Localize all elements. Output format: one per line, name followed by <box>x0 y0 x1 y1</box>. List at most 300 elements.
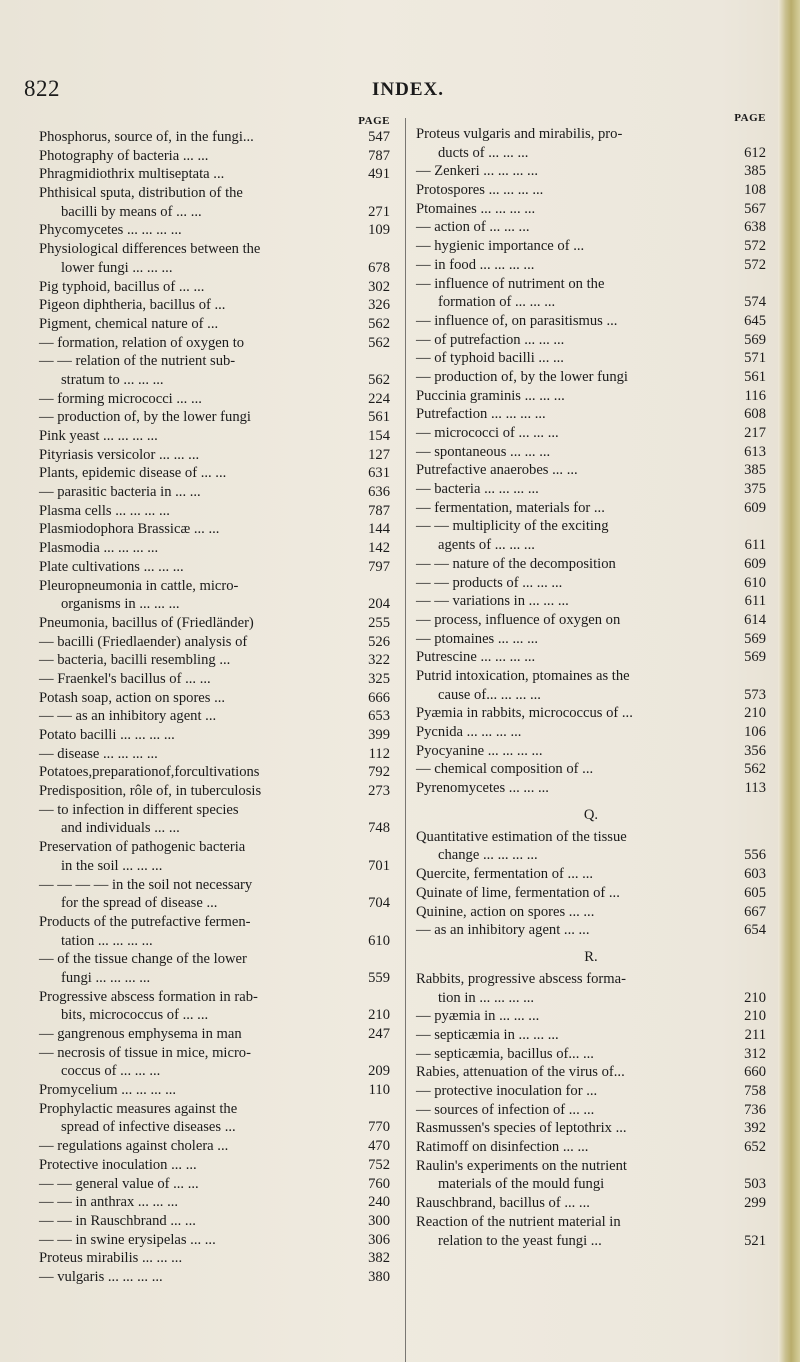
index-entry-text: Rabbits, progressive abscess forma- <box>416 970 626 987</box>
index-entry <box>416 742 766 761</box>
index-entry-text: Pneumonia, bacillus of (Friedländer) <box>39 614 254 631</box>
index-entry-page: 748 <box>368 820 390 837</box>
index-entry <box>39 1044 390 1063</box>
index-entry <box>39 558 390 577</box>
index-entry-page: 325 <box>368 670 390 687</box>
index-entry-page: 144 <box>368 521 390 538</box>
index-entry <box>39 520 390 539</box>
index-entry <box>39 427 390 446</box>
page-column-label: PAGE <box>358 115 390 127</box>
index-entry-page: 547 <box>368 129 390 145</box>
index-entry-text: Putrescine ... ... ... ... <box>416 649 536 666</box>
index-entry-page: 106 <box>744 724 766 740</box>
index-entry-page: 356 <box>744 742 766 759</box>
index-entry-page: 503 <box>744 1176 766 1193</box>
index-entry-text: — hygienic importance of ... <box>416 238 585 255</box>
index-entry <box>39 259 390 278</box>
page-number: 822 <box>24 76 60 101</box>
index-entry-page: 312 <box>744 1045 766 1062</box>
index-entry <box>416 162 766 181</box>
index-entry-page: 204 <box>368 596 390 613</box>
index-entry-text: cause of... ... ... ... <box>438 686 541 703</box>
index-entry <box>416 349 766 368</box>
index-entry <box>39 1156 390 1175</box>
index-entry-page: 562 <box>368 371 390 388</box>
index-entry <box>39 1249 390 1268</box>
index-entry-text: Prophylactic measures against the <box>39 1100 238 1117</box>
index-entry <box>39 128 390 147</box>
index-entry-text: — as an inhibitory agent ... ... <box>416 922 590 939</box>
section-heading-r: R. <box>584 948 598 965</box>
index-entry <box>416 368 766 387</box>
index-entry <box>416 499 766 518</box>
index-entry <box>416 555 766 574</box>
index-entry-text: Pyæmia in rabbits, micrococcus of ... <box>416 705 633 722</box>
index-entry-text: formation of ... ... ... <box>438 294 556 311</box>
index-entry <box>39 1231 390 1250</box>
index-entry-page: 385 <box>744 462 766 479</box>
index-entry-text: — in food ... ... ... ... <box>416 256 535 273</box>
index-entry-page: 521 <box>744 1232 766 1249</box>
index-entry <box>416 1007 766 1026</box>
index-entries-right <box>416 125 766 798</box>
index-entry-text: — chemical composition of ... <box>416 761 594 778</box>
index-entry-text: — spontaneous ... ... ... <box>416 443 551 460</box>
index-entry <box>416 144 766 163</box>
index-entry-text: — Fraenkel's bacillus of ... ... <box>39 670 211 687</box>
index-entry-text: — — in swine erysipelas ... ... <box>39 1231 216 1248</box>
index-entry-text: tion in ... ... ... ... <box>438 989 535 1006</box>
index-entry-page: 375 <box>744 481 766 498</box>
index-entry-text: coccus of ... ... ... <box>61 1063 161 1080</box>
index-entry-text: Plasma cells ... ... ... ... <box>39 502 170 519</box>
index-entry-text: spread of infective diseases ... <box>61 1119 236 1136</box>
index-entry <box>416 125 766 144</box>
index-entry-text: Rasmussen's species of leptothrix ... <box>416 1120 627 1137</box>
index-entry <box>39 707 390 726</box>
index-entry <box>416 1119 766 1138</box>
index-entry <box>416 200 766 219</box>
index-entry-text: Plate cultivations ... ... ... <box>39 558 184 575</box>
index-entry <box>416 970 766 989</box>
index-entry-text: — — relation of the nutrient sub- <box>39 353 236 370</box>
index-entry-page: 611 <box>744 593 766 610</box>
index-entry <box>39 1062 390 1081</box>
index-entry <box>416 574 766 593</box>
index-entry-text: Putrefactive anaerobes ... ... <box>416 462 578 479</box>
index-entry-text: — — multiplicity of the exciting <box>416 518 609 535</box>
index-entry <box>416 1232 766 1251</box>
index-entry <box>39 988 390 1007</box>
index-entry-page: 660 <box>744 1064 766 1081</box>
index-column-left <box>39 114 390 1287</box>
index-entry-page: 654 <box>744 922 766 939</box>
index-entry-text: Rabies, attenuation of the virus of... <box>416 1064 625 1081</box>
index-entry-text: Rauschbrand, bacillus of ... ... <box>416 1195 590 1212</box>
index-entry-page: 127 <box>368 446 390 463</box>
index-entry-page: 571 <box>744 350 766 367</box>
index-entry-text: Ratimoff on disinfection ... ... <box>416 1139 589 1156</box>
index-entry <box>416 237 766 256</box>
index-entry-text: — forming micrococci ... ... <box>39 390 202 407</box>
index-entry <box>39 464 390 483</box>
index-entry <box>39 446 390 465</box>
index-entries-left <box>39 128 390 1287</box>
index-entry-text: — septicæmia in ... ... ... <box>416 1026 559 1043</box>
index-entry <box>416 1157 766 1176</box>
index-entry-page: 667 <box>744 903 766 920</box>
index-entry <box>39 1268 390 1287</box>
index-entry <box>416 1194 766 1213</box>
index-entry-text: — — — — in the soil not necessary <box>39 876 253 893</box>
index-entry <box>416 611 766 630</box>
index-entry <box>39 334 390 353</box>
index-entry <box>416 667 766 686</box>
index-entry <box>39 296 390 315</box>
index-entry-page: 603 <box>744 866 766 883</box>
index-entry <box>416 1082 766 1101</box>
index-entry <box>39 577 390 596</box>
page-header <box>0 76 800 106</box>
index-entry <box>416 256 766 275</box>
index-entry-text: Pycnida ... ... ... ... <box>416 724 522 740</box>
index-entry-text: Quinine, action on spores ... ... <box>416 903 595 920</box>
index-entry <box>39 147 390 166</box>
index-entry <box>39 932 390 951</box>
index-entry-page: 209 <box>368 1063 390 1080</box>
page-edge-shadow <box>778 0 800 1362</box>
index-entry-text: Proteus vulgaris and mirabilis, pro- <box>416 126 623 142</box>
index-entry-page: 271 <box>368 203 390 220</box>
index-entry <box>416 312 766 331</box>
index-entry-text: — — general value of ... ... <box>39 1175 199 1192</box>
index-entry-text: Pig typhoid, bacillus of ... ... <box>39 278 205 295</box>
index-entry-page: 562 <box>368 334 390 351</box>
index-entry <box>39 352 390 371</box>
index-entry <box>416 1026 766 1045</box>
index-entry <box>39 315 390 334</box>
index-entry-text: materials of the mould fungi <box>438 1176 605 1193</box>
index-entry <box>416 592 766 611</box>
index-entry <box>39 165 390 184</box>
index-entry <box>39 745 390 764</box>
index-entry-page: 380 <box>368 1268 390 1285</box>
index-entry <box>416 884 766 903</box>
index-entry-page: 572 <box>744 238 766 255</box>
index-entry-text: Putrefaction ... ... ... ... <box>416 406 546 423</box>
index-entry-page: 224 <box>368 390 390 407</box>
index-entry-page: 326 <box>368 297 390 314</box>
index-entry <box>39 371 390 390</box>
index-entry-text: — of the tissue change of the lower <box>39 951 247 968</box>
index-entry-page: 300 <box>368 1212 390 1229</box>
index-entry-text: — ptomaines ... ... ... <box>416 630 539 647</box>
index-entry-text: — micrococci of ... ... ... <box>416 425 559 441</box>
index-entry-text: — process, influence of oxygen on <box>416 611 621 628</box>
index-entry-text: Photography of bacteria ... ... <box>39 147 209 164</box>
index-entry-text: — bacilli (Friedlaender) analysis of <box>39 633 248 650</box>
index-entry-text: — to infection in different species <box>39 801 239 818</box>
index-entry <box>416 760 766 779</box>
index-entry-page: 610 <box>368 932 390 949</box>
index-entry-page: 787 <box>368 502 390 519</box>
index-entry-text: — fermentation, materials for ... <box>416 499 605 516</box>
index-entry-text: — of typhoid bacilli ... ... <box>416 350 564 367</box>
index-entry <box>39 390 390 409</box>
index-entries-r <box>416 970 766 1250</box>
index-entry <box>39 838 390 857</box>
index-entry-text: — — nature of the decomposition <box>416 555 616 572</box>
index-entry-page: 569 <box>744 649 766 666</box>
index-entry-text: — gangrenous emphysema in man <box>39 1026 242 1042</box>
index-entries-q <box>416 828 766 940</box>
index-entry-text: Phragmidiothrix multiseptata ... <box>39 166 225 183</box>
index-entry-text: — production of, by the lower fungi <box>39 409 251 426</box>
index-entry <box>416 648 766 667</box>
index-entry <box>39 950 390 969</box>
index-entry-page: 470 <box>368 1138 390 1155</box>
index-entry <box>39 857 390 876</box>
index-entry-text: and individuals ... ... <box>61 820 180 837</box>
index-entry-page: 736 <box>744 1101 766 1118</box>
index-entry-text: — — products of ... ... ... <box>416 574 563 591</box>
page-column-label: PAGE <box>734 112 766 124</box>
index-entry-page: 561 <box>744 368 766 385</box>
index-entry-page: 666 <box>368 689 390 706</box>
index-entry-text: — formation, relation of oxygen to <box>39 334 245 351</box>
index-entry <box>39 801 390 820</box>
index-entry <box>416 779 766 798</box>
index-entry-text: — sources of infection of ... ... <box>416 1101 595 1118</box>
index-entry-text: Quinate of lime, fermentation of ... <box>416 884 620 901</box>
index-entry <box>416 630 766 649</box>
index-entry <box>416 443 766 462</box>
index-entry-page: 752 <box>368 1156 390 1173</box>
index-entry-page: 612 <box>744 144 766 161</box>
index-entry-text: Promycelium ... ... ... ... <box>39 1082 177 1099</box>
index-entry-text: change ... ... ... ... <box>438 847 538 864</box>
index-entry-text: Pigment, chemical nature of ... <box>39 315 219 332</box>
index-entry-text: relation to the yeast fungi ... <box>438 1232 602 1249</box>
index-entry-text: Phthisical sputa, distribution of the <box>39 185 243 202</box>
index-entry-text: stratum to ... ... ... <box>61 371 164 388</box>
index-entry-text: agents of ... ... ... <box>438 537 535 554</box>
index-entry-text: Pyrenomycetes ... ... ... <box>416 780 549 797</box>
index-entry-text: — influence of nutriment on the <box>416 275 605 292</box>
index-entry <box>39 1212 390 1231</box>
index-entry-page: 210 <box>744 705 766 722</box>
index-entry-page: 399 <box>368 727 390 743</box>
index-entry <box>416 704 766 723</box>
index-entry-page: 574 <box>744 294 766 311</box>
index-entry <box>39 819 390 838</box>
index-entry <box>39 539 390 558</box>
index-entry-text: Pink yeast ... ... ... ... <box>39 428 158 444</box>
running-head: INDEX. <box>372 79 444 100</box>
index-entry <box>39 408 390 427</box>
index-entry <box>416 865 766 884</box>
index-entry-text: Physiological differences between the <box>39 241 261 258</box>
index-entry-page: 556 <box>744 847 766 864</box>
index-entry-text: — — in anthrax ... ... ... <box>39 1194 179 1211</box>
index-entry <box>416 218 766 237</box>
index-entry <box>39 278 390 297</box>
index-entry-page: 273 <box>368 783 390 800</box>
index-entry-text: — necrosis of tissue in mice, micro- <box>39 1044 251 1061</box>
index-entry <box>39 1118 390 1137</box>
index-entry <box>39 1081 390 1100</box>
index-entry-page: 614 <box>744 611 766 628</box>
index-entry <box>39 633 390 652</box>
index-entry-page: 569 <box>744 630 766 647</box>
index-entry-page: 653 <box>368 708 390 725</box>
section-heading-q: Q. <box>583 806 599 823</box>
index-entry-text: Products of the putrefactive fermen- <box>39 913 251 930</box>
index-entry <box>416 424 766 443</box>
index-entry-text: Potatoes,preparationof,forcultivations <box>39 764 260 781</box>
index-entry-text: Progressive abscess formation in rab- <box>39 988 258 1005</box>
index-entry-page: 240 <box>368 1194 390 1211</box>
index-entry-page: 569 <box>744 331 766 348</box>
index-entry-page: 385 <box>744 163 766 180</box>
index-entry-page: 609 <box>744 555 766 572</box>
index-entry-text: Potato bacilli ... ... ... ... <box>39 727 175 743</box>
index-entry <box>416 846 766 865</box>
index-entry-text: Protective inoculation ... ... <box>39 1156 197 1173</box>
index-entry-text: — septicæmia, bacillus of... ... <box>416 1045 594 1062</box>
index-entry <box>39 1193 390 1212</box>
index-entry-text: — Zenkeri ... ... ... ... <box>416 163 538 180</box>
index-entry-page: 306 <box>368 1231 390 1248</box>
index-entry-page: 299 <box>744 1195 766 1212</box>
index-entry-page: 610 <box>744 574 766 591</box>
index-entry-text: Pityriasis versicolor ... ... ... <box>39 446 200 463</box>
index-entry <box>416 1175 766 1194</box>
index-entry-text: bacilli by means of ... ... <box>61 203 202 220</box>
index-entry-text: Raulin's experiments on the nutrient <box>416 1157 627 1174</box>
index-entry-page: 758 <box>744 1083 766 1099</box>
index-entry-page: 678 <box>368 259 390 276</box>
index-entry-page: 797 <box>368 558 390 575</box>
index-entry-page: 573 <box>744 686 766 703</box>
index-entry-text: Pyocyanine ... ... ... ... <box>416 742 543 759</box>
index-entry-page: 770 <box>368 1119 390 1136</box>
index-entry <box>416 1138 766 1157</box>
index-entry-text: Potash soap, action on spores ... <box>39 689 226 706</box>
index-entry-page: 210 <box>368 1007 390 1024</box>
index-entry-text: — — as an inhibitory agent ... <box>39 708 217 725</box>
index-entry-text: — protective inoculation for ... <box>416 1083 598 1099</box>
index-column-right <box>416 114 766 1250</box>
index-entry <box>39 203 390 222</box>
index-entry-text: — production of, by the lower fungi <box>416 368 628 385</box>
index-entry-page: 211 <box>744 1026 766 1043</box>
index-entry-text: — of putrefaction ... ... ... <box>416 331 565 348</box>
index-entry-text: — parasitic bacteria in ... ... <box>39 484 201 501</box>
index-entry-page: 108 <box>744 182 766 199</box>
index-entry-text: Plants, epidemic disease of ... ... <box>39 465 227 482</box>
index-entry <box>416 828 766 847</box>
index-entry <box>416 1063 766 1082</box>
index-entry <box>39 651 390 670</box>
index-entry-page: 609 <box>744 499 766 516</box>
index-entry <box>416 1213 766 1232</box>
index-entry-text: Protospores ... ... ... ... <box>416 182 544 199</box>
index-entry <box>416 1101 766 1120</box>
index-entry <box>416 181 766 200</box>
index-entry <box>39 969 390 988</box>
index-entry-page: 638 <box>744 219 766 236</box>
index-entry-page: 704 <box>368 895 390 912</box>
index-entry-text: Quantitative estimation of the tissue <box>416 828 627 845</box>
index-entry-text: — influence of, on parasitismus ... <box>416 312 618 329</box>
index-entry-page: 210 <box>744 1008 766 1025</box>
index-entry <box>416 686 766 705</box>
index-entry-text: lower fungi ... ... ... <box>61 259 173 276</box>
index-entry-page: 701 <box>368 857 390 874</box>
index-entry-text: fungi ... ... ... ... <box>61 969 151 986</box>
index-entry <box>39 1137 390 1156</box>
index-entry-page: 760 <box>368 1175 390 1192</box>
index-entry <box>39 483 390 502</box>
index-entry <box>39 1025 390 1044</box>
index-entry-page: 613 <box>744 443 766 460</box>
index-entry-text: Puccinia graminis ... ... ... <box>416 387 565 404</box>
index-entry-text: — — variations in ... ... ... <box>416 593 569 610</box>
index-entry-page: 526 <box>368 633 390 650</box>
index-entry <box>416 480 766 499</box>
index-entry-page: 608 <box>744 406 766 423</box>
index-entry-page: 382 <box>368 1250 390 1267</box>
index-entry <box>39 726 390 745</box>
index-entry <box>39 1100 390 1119</box>
index-entry-page: 217 <box>744 425 766 441</box>
index-entry <box>39 689 390 708</box>
index-entry <box>39 670 390 689</box>
index-entry-text: — vulgaris ... ... ... ... <box>39 1268 163 1285</box>
index-entry <box>416 989 766 1008</box>
index-entry-page: 142 <box>368 540 390 557</box>
index-entry <box>39 1006 390 1025</box>
index-entry-text: Quercite, fermentation of ... ... <box>416 866 594 883</box>
index-entry-text: Pleuropneumonia in cattle, micro- <box>39 577 239 594</box>
index-entry <box>39 614 390 633</box>
index-entry-page: 113 <box>744 780 766 797</box>
index-entry <box>416 275 766 294</box>
index-entry <box>39 184 390 203</box>
index-entry-page: 561 <box>368 409 390 426</box>
index-entry <box>416 723 766 742</box>
index-entry-text: — disease ... ... ... ... <box>39 745 158 762</box>
index-entry-page: 631 <box>368 465 390 482</box>
index-entry-page: 210 <box>744 989 766 1006</box>
index-entry-text: — regulations against cholera ... <box>39 1138 229 1155</box>
index-entry-text: for the spread of disease ... <box>61 895 218 912</box>
index-entry-text: Plasmodia ... ... ... ... <box>39 540 159 557</box>
index-entry-page: 491 <box>368 166 390 183</box>
index-entry-text: — action of ... ... ... <box>416 219 530 236</box>
index-entry-text: — bacteria ... ... ... ... <box>416 481 539 498</box>
index-entry-page: 567 <box>744 200 766 217</box>
index-entry-page: 645 <box>744 312 766 329</box>
index-entry <box>416 536 766 555</box>
index-entry-page: 255 <box>368 614 390 631</box>
index-entry-text: Putrid intoxication, ptomaines as the <box>416 667 630 684</box>
index-entry-page: 562 <box>744 761 766 778</box>
index-entry-text: ducts of ... ... ... <box>438 144 529 161</box>
index-entry-text: — pyæmia in ... ... ... <box>416 1008 540 1025</box>
index-entry-page: 572 <box>744 256 766 273</box>
